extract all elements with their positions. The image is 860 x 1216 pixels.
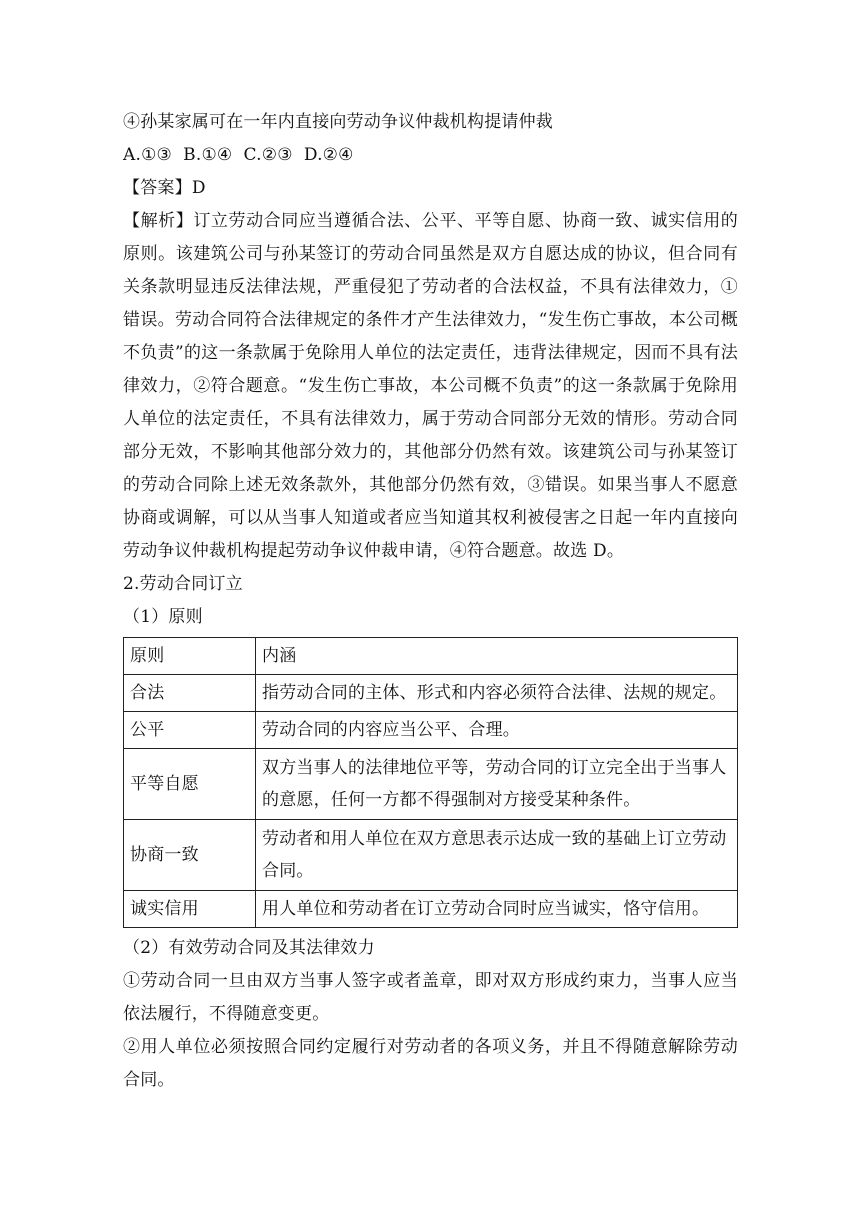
table-cell-principle: 平等自愿 bbox=[124, 749, 256, 820]
answer-choices: A.①③ B.①④ C.②③ D.②④ bbox=[123, 145, 354, 165]
table-header-row bbox=[124, 638, 738, 675]
table-header-cell: 内涵 bbox=[256, 638, 738, 675]
answer-label: 【答案】 bbox=[123, 178, 192, 198]
table-row bbox=[124, 891, 738, 928]
table-cell-meaning: 指劳动合同的主体、形式和内容必须符合法律、法规的规定。 bbox=[256, 675, 738, 712]
table-row bbox=[124, 820, 738, 891]
point-1: ①劳动合同一旦由双方当事人签字或者盖章，即对双方形成约束力，当事人应当依法履行，不得随意变更。 bbox=[123, 971, 738, 1024]
table-cell-meaning: 劳动合同的内容应当公平、合理。 bbox=[256, 712, 738, 749]
point-2: ②用人单位必须按照合同约定履行对劳动者的各项义务，并且不得随意解除劳动合同。 bbox=[123, 1037, 738, 1090]
subsection-principles: （1）原则 bbox=[123, 607, 203, 627]
table-cell-meaning: 劳动者和用人单位在双方意思表示达成一致的基础上订立劳动合同。 bbox=[256, 820, 738, 891]
question-option-4: ④孙某家属可在一年内直接向劳动争议仲裁机构提请仲裁 bbox=[123, 112, 553, 132]
table-header-cell: 原则 bbox=[124, 638, 256, 675]
table-cell-principle: 诚实信用 bbox=[124, 891, 256, 928]
table-row bbox=[124, 675, 738, 712]
table-cell-meaning: 双方当事人的法律地位平等，劳动合同的订立完全出于当事人的意愿，任何一方都不得强制对方接受某种条件。 bbox=[256, 749, 738, 820]
table-row bbox=[124, 749, 738, 820]
table-cell-principle: 公平 bbox=[124, 712, 256, 749]
table-row bbox=[124, 712, 738, 749]
document-content bbox=[123, 106, 738, 1097]
analysis-paragraph bbox=[123, 205, 738, 568]
analysis-text: 订立劳动合同应当遵循合法、公平、平等自愿、协商一致、诚实信用的原则。该建筑公司与孙某签订的劳动合同虽然是双方自愿达成的协议，但合同有关条款明显违反法律法规，严重侵犯了劳动者的合法权益，不具有法律效力，①错误。劳动合同符合法律规定的条件才产生法律效力，“发生伤亡事故，本公司概不负责”的这一条款属于免除用人单位的法定责任，违背法律规定，因而不具有法律效力，②符合题意。“发生伤亡事故，本公司概不负责”的这一条款属于免除用人单位的法定责任，不具有法律效力，属于劳动合同部分无效的情形。劳动合同部分无效，不影响其他部分效力的，其他部分仍然有效。该建筑公司与孙某签订的劳动合同除上述无效条款外，其他部分仍然有效，③错误。如果当事人不愿意协商或调解，可以从当事人知道或者应当知道其权利被侵害之日起一年内直接向劳动争议仲裁机构提起劳动争议仲裁申请，④符合题意。故选 D。 bbox=[123, 211, 738, 561]
principles-table bbox=[123, 637, 738, 928]
answer-line bbox=[123, 172, 738, 205]
table-cell-meaning: 用人单位和劳动者在订立劳动合同时应当诚实，恪守信用。 bbox=[256, 891, 738, 928]
section-heading: 2.劳动合同订立 bbox=[123, 574, 243, 594]
analysis-label: 【解析】 bbox=[123, 211, 194, 231]
answer-value: D bbox=[191, 178, 206, 198]
table-cell-principle: 协商一致 bbox=[124, 820, 256, 891]
table-cell-principle: 合法 bbox=[124, 675, 256, 712]
subsection-valid-contract: （2）有效劳动合同及其法律效力 bbox=[123, 938, 375, 958]
